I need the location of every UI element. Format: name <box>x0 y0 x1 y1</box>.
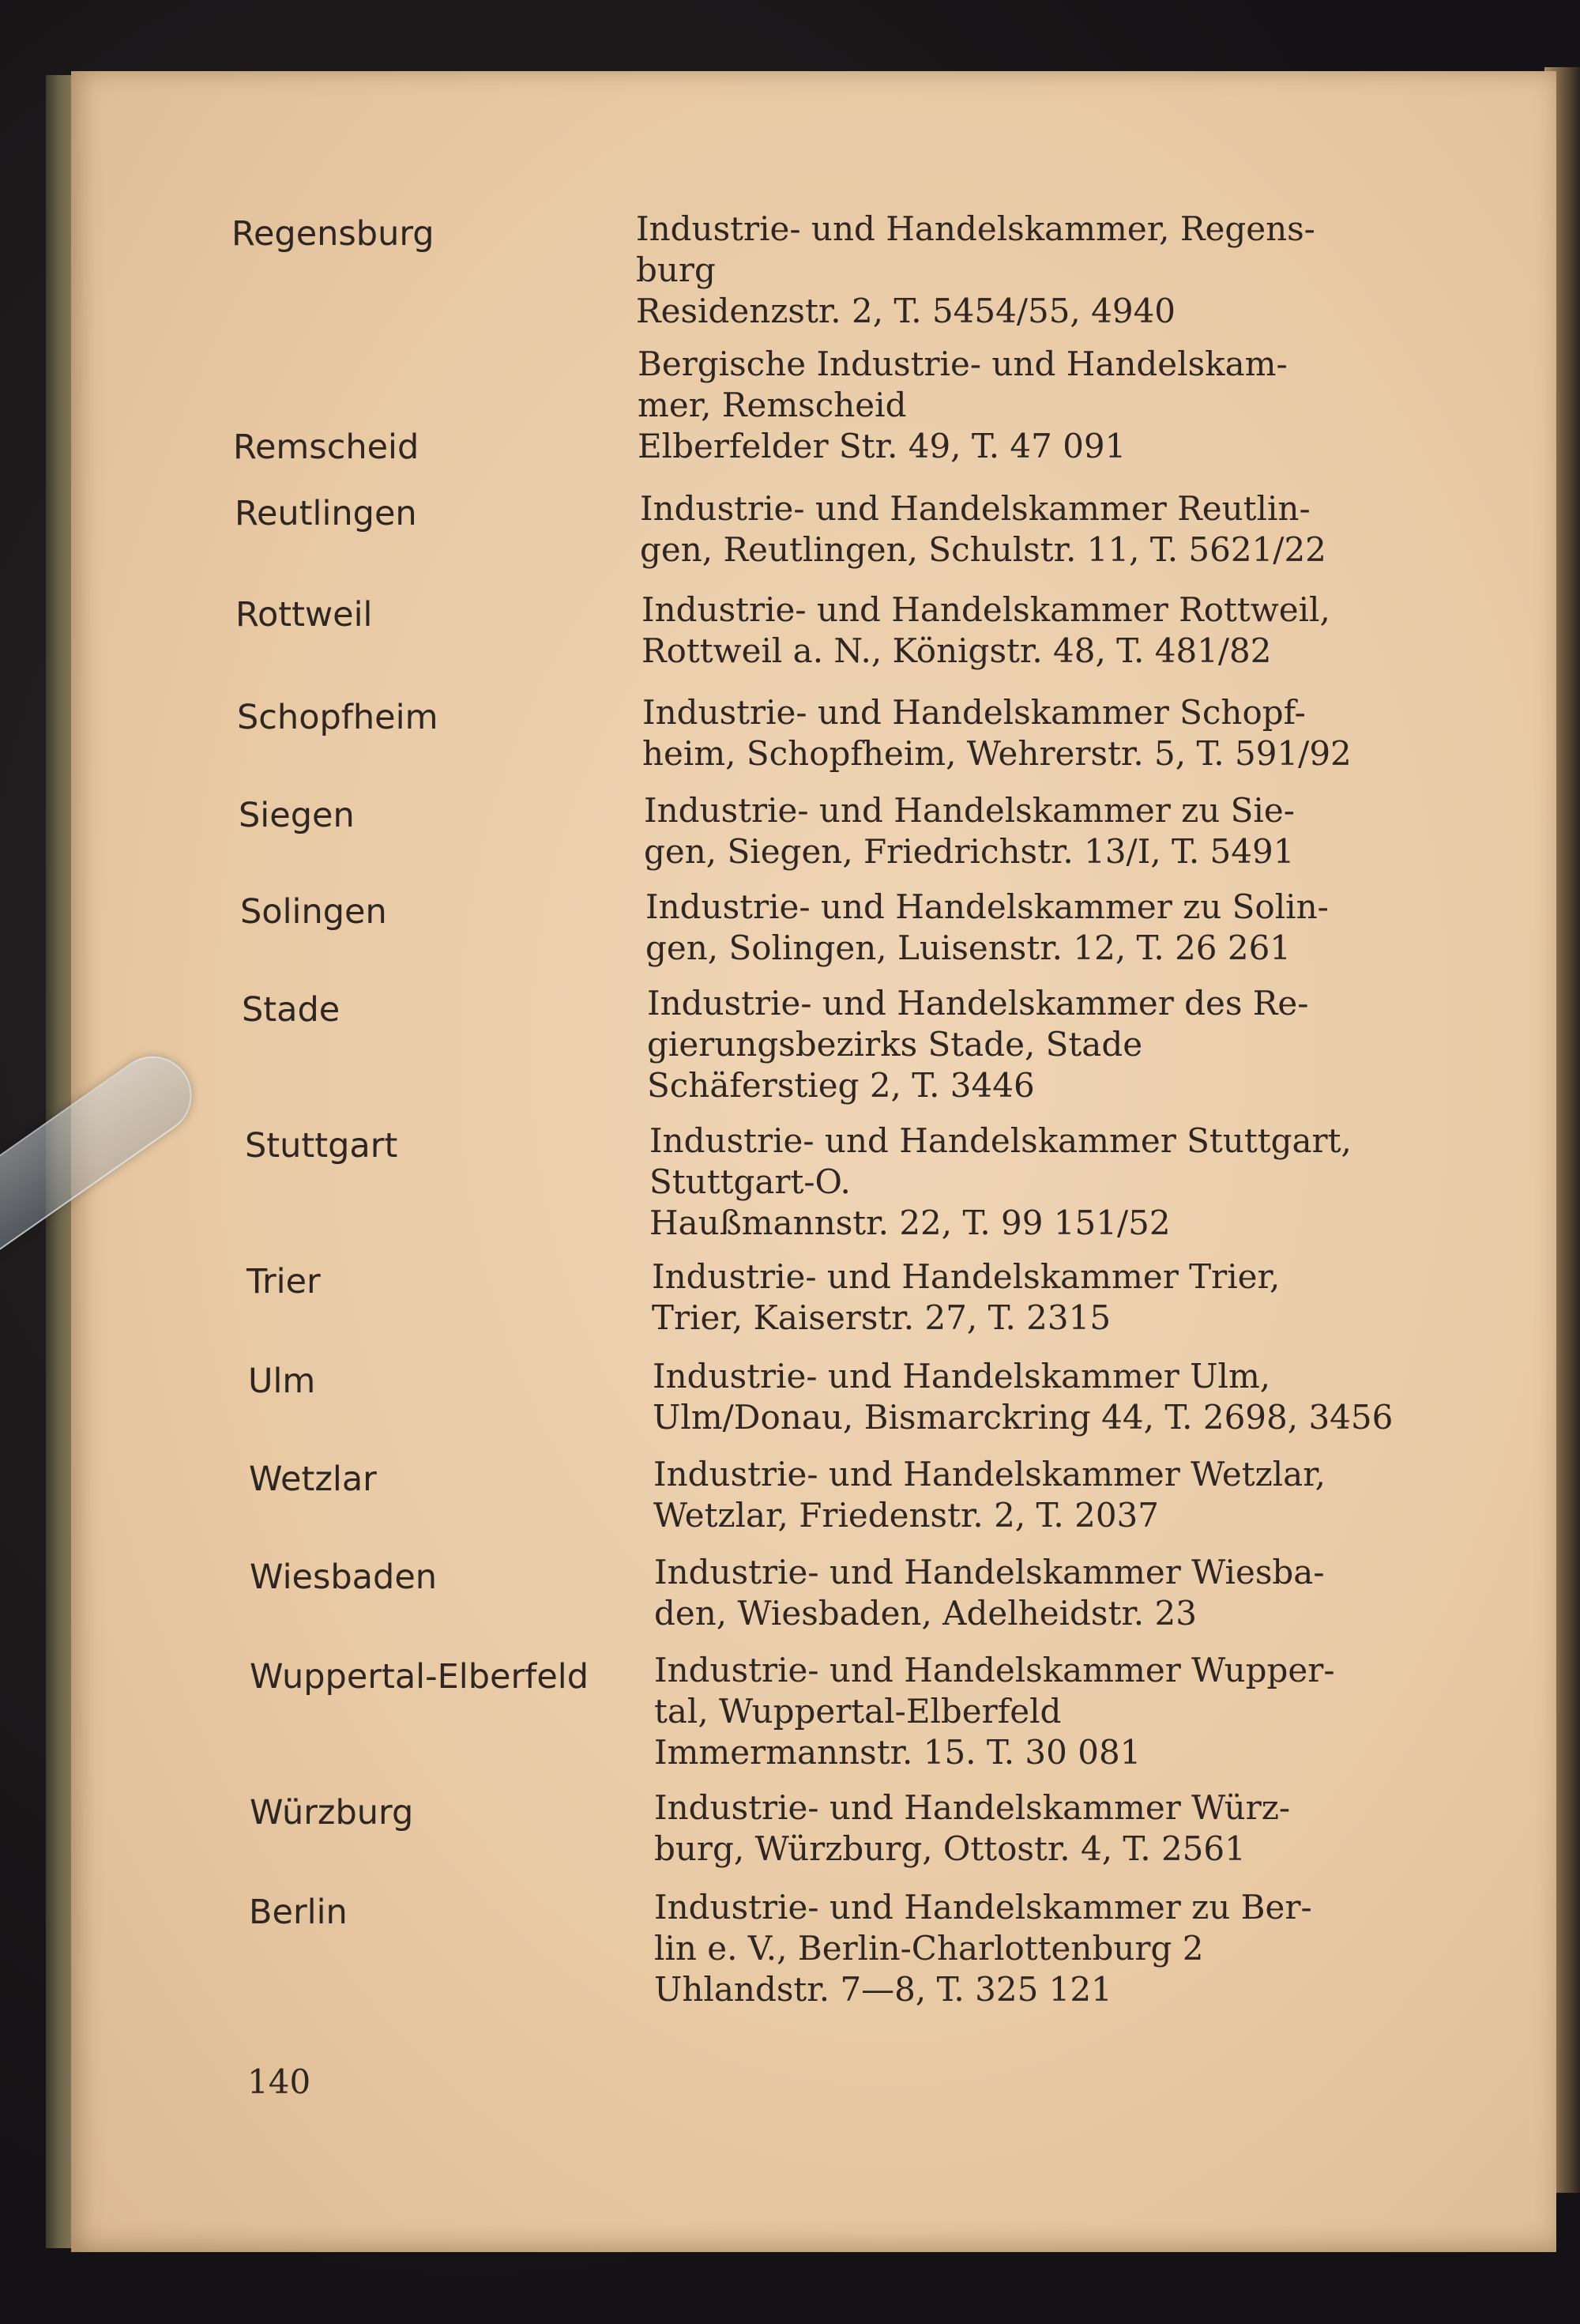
chamber-address <box>640 488 1414 571</box>
city-name: Ulm <box>248 1362 316 1401</box>
page-number: 140 <box>247 2062 311 2101</box>
address-line: Industrie- und Handelskammer Wupper- <box>654 1651 1335 1689</box>
city-name: Rottweil <box>235 595 373 635</box>
address-line: Haußmannstr. 22, T. 99 151/52 <box>649 1203 1171 1242</box>
city-name: Wiesbaden <box>250 1557 438 1597</box>
city-name: Stade <box>242 990 340 1030</box>
address-line: Elberfelder Str. 49, T. 47 091 <box>638 427 1127 465</box>
chamber-address <box>654 1552 1428 1634</box>
address-line: Industrie- und Handelskammer Würz- <box>654 1788 1291 1827</box>
city-name: Regensburg <box>231 214 434 254</box>
address-line: Industrie- und Handelskammer Wiesba- <box>654 1553 1325 1591</box>
chamber-address <box>647 983 1421 1106</box>
chamber-address <box>645 887 1420 969</box>
chamber-address <box>653 1356 1427 1438</box>
address-line: Bergische Industrie- und Handelskam- <box>638 345 1288 383</box>
address-line: Industrie- und Handelskammer Schopf- <box>642 693 1306 732</box>
city-name: Siegen <box>239 796 355 835</box>
address-line: burg <box>636 250 716 289</box>
city-name: Berlin <box>249 1893 348 1932</box>
city-name: Reutlingen <box>235 494 417 533</box>
address-line: Immermannstr. 15. T. 30 081 <box>654 1733 1142 1772</box>
city-name: Wetzlar <box>249 1460 377 1499</box>
address-line: Industrie- und Handelskammer zu Sie- <box>644 791 1295 830</box>
address-line: gierungsbezirks Stade, Stade <box>647 1025 1143 1064</box>
city-name: Stuttgart <box>245 1126 398 1166</box>
address-line: Trier, Kaiserstr. 27, T. 2315 <box>652 1298 1112 1337</box>
address-line: Industrie- und Handelskammer des Re- <box>647 984 1309 1023</box>
address-line: gen, Siegen, Friedrichstr. 13/I, T. 5491 <box>644 832 1295 871</box>
address-line: Industrie- und Handelskammer Stuttgart, <box>649 1121 1352 1160</box>
address-line: Uhlandstr. 7—8, T. 325 121 <box>654 1970 1112 2009</box>
address-line: Stuttgart-O. <box>649 1162 851 1201</box>
chamber-address <box>642 692 1416 774</box>
city-name: Trier <box>246 1262 321 1301</box>
address-line: heim, Schopfheim, Wehrerstr. 5, T. 591/92 <box>642 734 1352 773</box>
chamber-address <box>652 1256 1426 1339</box>
address-line: Industrie- und Handelskammer Rottweil, <box>641 590 1330 629</box>
address-line: Ulm/Donau, Bismarckring 44, T. 2698, 3456 <box>653 1398 1394 1437</box>
city-name: Remscheid <box>233 428 419 467</box>
address-line: den, Wiesbaden, Adelheidstr. 23 <box>654 1594 1197 1633</box>
address-line: Industrie- und Handelskammer Reutlin- <box>640 489 1311 528</box>
address-line: lin e. V., Berlin-Charlottenburg 2 <box>654 1929 1204 1968</box>
address-line: Schäferstieg 2, T. 3446 <box>647 1066 1035 1105</box>
address-line: Industrie- und Handelskammer, Regens- <box>636 209 1315 248</box>
address-line: Industrie- und Handelskammer Trier, <box>652 1257 1281 1296</box>
address-line: Wetzlar, Friedenstr. 2, T. 2037 <box>653 1496 1159 1535</box>
city-name: Würzburg <box>250 1793 414 1832</box>
address-line: Industrie- und Handelskammer zu Ber- <box>654 1888 1312 1927</box>
address-line: Industrie- und Handelskammer Wetzlar, <box>653 1455 1326 1493</box>
chamber-address <box>654 1787 1428 1870</box>
address-line: Industrie- und Handelskammer Ulm, <box>653 1357 1271 1396</box>
chamber-address <box>654 1887 1428 2010</box>
address-line: burg, Würzburg, Ottostr. 4, T. 2561 <box>654 1829 1246 1868</box>
chamber-address <box>649 1121 1424 1244</box>
address-line: tal, Wuppertal-Elberfeld <box>654 1692 1062 1731</box>
chamber-address <box>644 790 1418 872</box>
city-name: Schopfheim <box>237 698 438 737</box>
address-line: mer, Remscheid <box>638 386 907 424</box>
address-line: Rottweil a. N., Königstr. 48, T. 481/82 <box>641 631 1272 670</box>
city-name: Wuppertal-Elberfeld <box>250 1657 589 1697</box>
chamber-address <box>636 209 1410 332</box>
chamber-address <box>641 589 1416 672</box>
address-line: Residenzstr. 2, T. 5454/55, 4940 <box>636 292 1176 330</box>
chamber-address <box>638 344 1412 467</box>
address-line: gen, Solingen, Luisenstr. 12, T. 26 261 <box>645 928 1292 967</box>
chamber-address <box>653 1454 1428 1536</box>
address-line: Industrie- und Handelskammer zu Solin- <box>645 887 1329 926</box>
address-line: gen, Reutlingen, Schulstr. 11, T. 5621/22 <box>640 530 1326 569</box>
city-name: Solingen <box>240 892 387 932</box>
chamber-address <box>654 1650 1428 1773</box>
